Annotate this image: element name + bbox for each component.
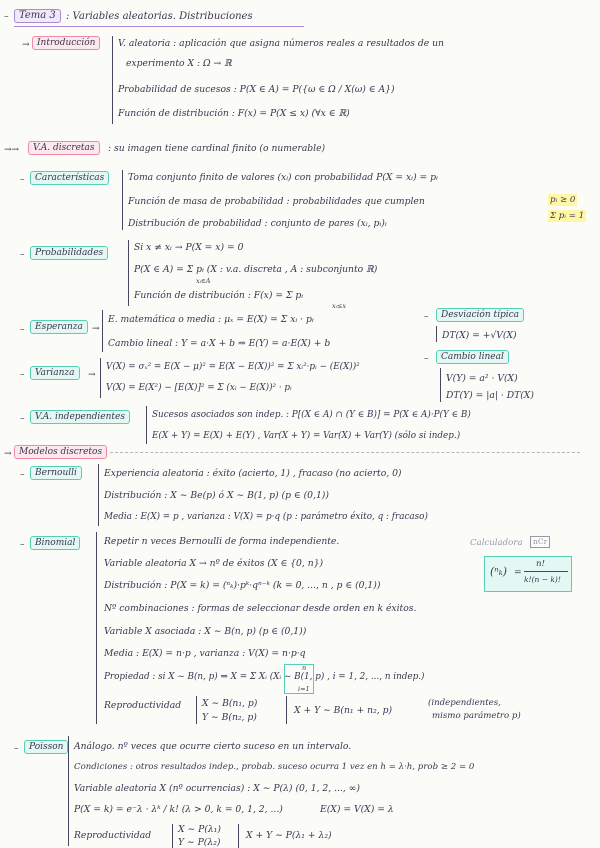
prob-2: P(X ∈ A) = Σ pᵢ (X : v.a. discreta , A : subconjunto ℝ): [134, 264, 378, 275]
repro-poisson-1: X ∼ P(λ₁): [178, 824, 221, 835]
repro-poisson-result: X + Y ∼ P(λ₁ + λ₂): [246, 830, 332, 841]
comb-eq: =: [514, 567, 522, 578]
section-introduccion: Introducción: [32, 36, 100, 50]
label-cambio-lineal: Cambio lineal: [436, 350, 509, 364]
brace-line: [436, 326, 437, 342]
poi-3: Variable aleatoria X (nº ocurrencias) : X ∼ P(λ) (0, 1, 2, ..., ∞): [74, 783, 360, 794]
bern-1: Experiencia aleatoria : éxito (acierto, 1) , fracaso (no acierto, 0): [104, 468, 402, 479]
poi-4: P(X = k) = e⁻λ · λᵏ / k! (λ > 0, k = 0, 1, 2, ...): [74, 804, 283, 815]
bin-7: Propiedad : si X ∼ B(n, p) ⇒ X = Σ Xᵢ (Xᵢ ∼ B(1, p) , i = 1, 2, ..., n indep.): [104, 672, 425, 682]
calculadora-label: Calculadora: [470, 538, 523, 548]
repro-2: Y ∼ B(n₂, p): [202, 712, 257, 723]
repro-poisson-label: Reproductividad: [74, 830, 152, 841]
bullet-dash: –: [424, 312, 429, 322]
label-poisson: Poisson: [24, 740, 68, 754]
fraction-bar: [524, 571, 568, 572]
brace-line: [440, 368, 441, 402]
comb-den: k!(n − k)!: [524, 575, 561, 584]
brace-line: [196, 696, 197, 724]
bullet-dash: –: [4, 12, 9, 22]
poi-2: Condiciones : otros resultados indep., probab. suceso ocurra 1 vez en h = λ·h, prob ≥ 2 = 0: [74, 762, 475, 772]
repro-label: Reproductividad: [104, 700, 182, 711]
label-desviacion-tipica: Desviación típica: [436, 308, 524, 322]
car-2: Función de masa de probabilidad : probabilidades que cumplen: [128, 196, 425, 207]
var-2: V(X) = E(X²) − [E(X)]² = Σ (xᵢ − E(X))² · pᵢ: [106, 383, 292, 393]
brace-line: [98, 464, 99, 526]
comb-num: n!: [536, 559, 545, 569]
label-va-independientes: V.A. independientes: [30, 410, 130, 424]
bullet-dash: –: [20, 250, 25, 260]
funcion-distribucion: Función de distribución : F(x) = P(X ≤ x) (∀x ∈ ℝ): [118, 108, 350, 119]
label-varianza: Varianza: [30, 366, 80, 380]
brace-line: [146, 406, 147, 444]
bin-3: Distribución : P(X = k) = (ⁿₖ)·pᵏ·qⁿ⁻ᵏ (k = 0, ..., n , p ∈ (0,1)): [104, 580, 381, 591]
bullet-dash: –: [424, 354, 429, 364]
label-binomial: Binomial: [30, 536, 80, 550]
tema-box: Tema 3: [14, 9, 61, 23]
prob-3: Función de distribución : F(x) = Σ pᵢ: [134, 290, 304, 301]
arrow-icon: →: [22, 40, 30, 50]
bin-7-sub: i=1: [298, 685, 310, 693]
cond-1: pᵢ ≥ 0: [550, 195, 576, 205]
repro-result: X + Y ∼ B(n₁ + n₂, p): [294, 705, 393, 716]
bin-4: Nº combinaciones : formas de seleccionar desde orden en k éxitos.: [104, 603, 417, 614]
bullet-dash: –: [20, 325, 25, 335]
car-1: Toma conjunto finito de valores (xᵢ) con probabilidad P(X = xᵢ) = pᵢ: [128, 172, 438, 183]
esp-2: Cambio lineal : Y = a·X + b ⇒ E(Y) = a·E(X) + b: [108, 338, 331, 349]
repro-poisson-2: Y ∼ P(λ₂): [178, 837, 221, 848]
section-divider: [110, 452, 580, 453]
brace-line: [238, 824, 239, 848]
bullet-dash: –: [14, 744, 19, 754]
bullet-dash: –: [20, 414, 25, 424]
cond-2: Σ pᵢ = 1: [550, 211, 585, 221]
brace-line: [112, 36, 113, 124]
bin-2: Variable aleatoria X → nº de éxitos (X ∈ {0, n}): [104, 558, 324, 569]
page-title: : Variables aleatorias. Distribuciones: [66, 11, 253, 22]
arrow-icon: →: [88, 370, 96, 380]
label-esperanza: Esperanza: [30, 320, 88, 334]
bin-1: Repetir n veces Bernoulli de forma independiente.: [104, 536, 340, 547]
cambio-2: DT(Y) = |a| · DT(X): [446, 390, 534, 401]
esp-1: E. matemática o media : μₓ = E(X) = Σ xᵢ · pᵢ: [108, 314, 314, 325]
bin-6: Media : E(X) = n·p , varianza : V(X) = n·p·q: [104, 648, 306, 659]
cambio-1: V(Y) = a² · V(X): [446, 373, 518, 384]
arrow-icon: →→: [4, 145, 20, 155]
repro-note-2: mismo parámetro p): [432, 711, 521, 721]
brace-line: [100, 358, 101, 398]
title-underline: [14, 26, 304, 27]
bullet-dash: –: [20, 370, 25, 380]
brace-line: [128, 240, 129, 306]
repro-note-1: (independientes,: [428, 698, 501, 708]
prob-2-sub: xᵢ∈A: [196, 277, 211, 285]
bullet-dash: –: [20, 540, 25, 550]
poi-4b: E(X) = V(X) = λ: [320, 804, 394, 815]
indep-1: Sucesos asociados son indep. : P[(X ∈ A) ∩ (Y ∈ B)] = P(X ∈ A)·P(Y ∈ B): [152, 410, 471, 420]
label-bernoulli: Bernoulli: [30, 466, 82, 480]
repro-1: X ∼ B(n₁, p): [202, 698, 258, 709]
va-definition-1: V. aleatoria : aplicación que asigna números reales a resultados de un: [118, 38, 444, 49]
comb-lhs: (ⁿₖ): [490, 565, 508, 578]
bin-7-sup: n: [302, 664, 307, 672]
va-definition-2: experimento X : Ω → ℝ: [126, 58, 232, 69]
brace-line: [122, 170, 123, 230]
brace-line: [286, 696, 287, 724]
poi-1: Análogo. nº veces que ocurre cierto suceso en un intervalo.: [74, 741, 352, 752]
bullet-dash: –: [20, 470, 25, 480]
arrow-icon: →: [4, 449, 12, 459]
label-caracteristicas: Características: [30, 171, 109, 185]
prob-1: Si x ≠ xᵢ → P(X = x) = 0: [134, 242, 244, 253]
bin-5: Variable X asociada : X ∼ B(n, p) (p ∈ (0,1)): [104, 626, 307, 637]
discretas-desc: : su imagen tiene cardinal finito (o numerable): [108, 143, 326, 154]
brace-line: [172, 824, 173, 848]
label-probabilidades: Probabilidades: [30, 246, 108, 260]
section-va-discretas: V.A. discretas: [28, 141, 100, 155]
desv-formula: DT(X) = +√V(X): [442, 330, 517, 341]
section-modelos-discretos: Modelos discretos: [14, 445, 107, 459]
bern-2: Distribución : X ∼ Be(p) ó X ∼ B(1, p) (p ∈ (0,1)): [104, 490, 329, 501]
car-3: Distribución de probabilidad : conjunto de pares (xᵢ, pᵢ)ᵢ: [128, 218, 387, 229]
prob-sucesos: Probabilidad de sucesos : P(X ∈ A) = P({ω ∈ Ω / X(ω) ∈ A}): [118, 84, 395, 95]
calculadora-key: nCr: [530, 536, 550, 548]
arrow-icon: →: [92, 324, 100, 334]
bullet-dash: –: [20, 175, 25, 185]
var-1: V(X) = σₓ² = E(X − μ)² = E(X − E(X))² = Σ xᵢ²·pᵢ − (E(X))²: [106, 362, 360, 372]
brace-line: [68, 736, 69, 846]
brace-line: [96, 532, 97, 724]
indep-2: E(X + Y) = E(X) + E(Y) , Var(X + Y) = Var(X) + Var(Y) (sólo si indep.): [152, 431, 461, 441]
bern-3: Media : E(X) = p , varianza : V(X) = p·q (p : parámetro éxito, q : fracaso): [104, 512, 428, 522]
brace-line: [102, 310, 103, 352]
prob-3-sub: xᵢ≤x: [332, 302, 347, 310]
